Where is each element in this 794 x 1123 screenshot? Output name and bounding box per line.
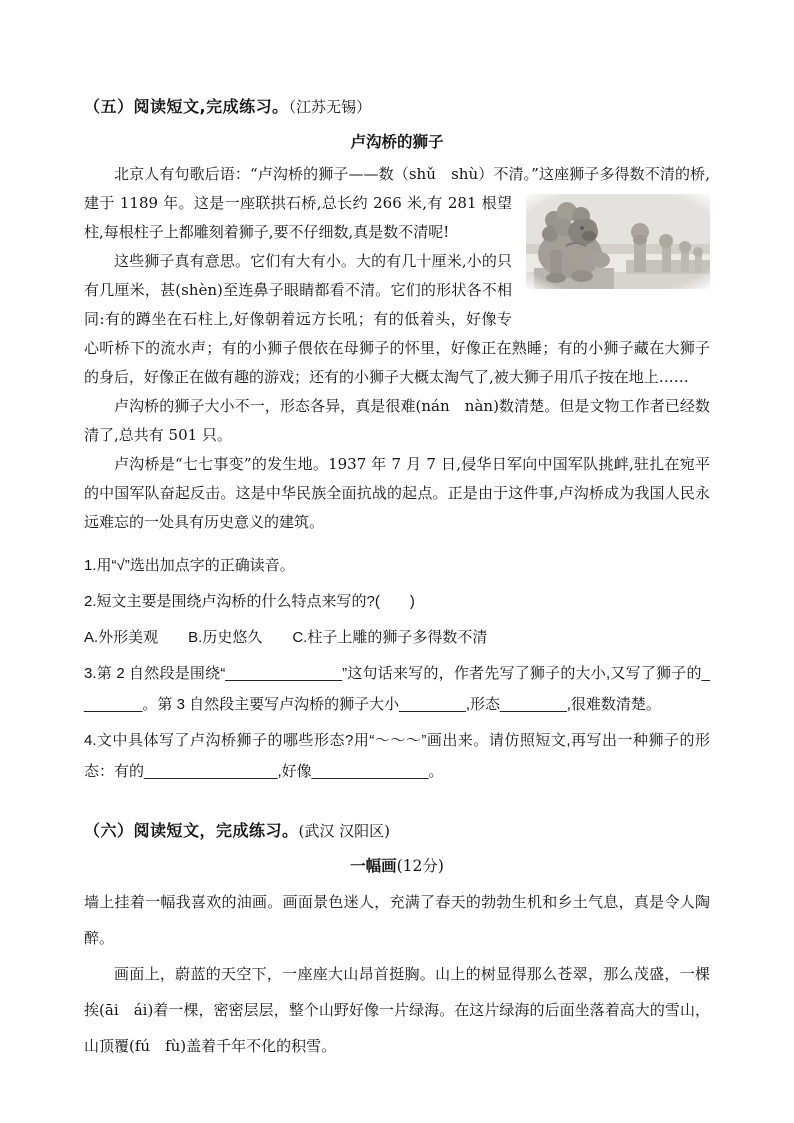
passage6-body [84, 884, 710, 1064]
lions-photo-illustration [526, 194, 710, 289]
section5-header-text: （五）阅读短文,完成练习。 [84, 97, 289, 116]
passage5-paragraph-2: 这些狮子真有意思。它们有大有小。大的有几十厘米,小的只有几厘米，甚(shèn)至连鼻子眼睛都看不清。它们的形状各不相同:有的蹲坐在石柱上,好像朝着远方长吼；有的低着头，好像专心听桥下的流水声；有的小狮子偎依在母狮子的怀里，好像正在熟睡；有的小狮子藏在大狮子的身后，好像正在做有趣的游戏；还有的小狮子大概太淘气了,被大狮子用爪子按在地上…… [84, 252, 710, 386]
question-2-options: A.外形美观 B.历史悠久 C.柱子上雕的狮子多得数不清 [84, 629, 488, 646]
passage6-title [84, 855, 710, 877]
passage5-title: 卢沟桥的狮子 [350, 132, 444, 151]
lions-photo [526, 194, 710, 289]
passage5-body [84, 160, 710, 537]
section5-questions [84, 550, 710, 787]
section6-header [84, 820, 710, 842]
passage5-paragraph-1 [84, 160, 710, 247]
passage6-title-text: 一幅画 [350, 856, 397, 875]
question-4: 4.文中具体写了卢沟桥狮子的哪些形态?用“～～～”画出来。请仿照短文,再写出一种狮子的形态：有的________________,好像______________。 [84, 732, 710, 780]
passage6-paragraph-2: 画面上，蔚蓝的天空下，一座座大山昂首挺胸。山上的树显得那么苍翠，那么茂盛，一棵挨(āi ái)着一棵，密密层层，整个山野好像一片绿海。在这片绿海的后面坐落着高大的雪山，山顶覆(fú fù)盖着千年不化的积雪。 [84, 965, 710, 1055]
passage5-p1-rest: 清的桥,建于 1189 年。这是一座联拱石桥,总长约 266 米,有 281 根望柱,每根柱子上都雕刻着狮子,要不仔细数,真是数不清呢! [84, 165, 710, 241]
passage5-p1-line1: 北京人有句歌后语：“卢沟桥的狮子——数（shǔ shù）不清。”这座狮子多得数不 [114, 165, 660, 183]
passage6-paragraph-1: 墙上挂着一幅我喜欢的油画。画面景色迷人，充满了春天的勃勃生机和乡土气息，真是令人陶醉。 [84, 893, 710, 947]
question-3: 3.第 2 自然段是围绕“______________”这句话来写的，作者先写了狮子的大小,又写了狮子的________。第 3 自然段主要写卢沟桥的狮子大小________,形态________,很难数清楚。 [84, 665, 710, 713]
section6-header-text: （六）阅读短文，完成练习。 [84, 821, 299, 840]
question-1: 1.用“√”选出加点字的正确读音。 [84, 557, 295, 574]
passage5-paragraph-4: 卢沟桥是“七七事变”的发生地。1937 年 7 月 7 日,侵华日军向中国军队挑衅,驻扎在宛平的中国军队奋起反击。这是中华民族全面抗战的起点。正是由于这件事,卢沟桥成为我国人民永远难忘的一处具有历史意义的建筑。 [84, 455, 710, 531]
question-2: 2.短文主要是围绕卢沟桥的什么特点来写的?( ) [84, 593, 415, 610]
section6-source: (武汉 汉阳区) [298, 822, 390, 840]
passage5-paragraph-3: 卢沟桥的狮子大小不一，形态各异，真是很难(nán nàn)数清楚。但是文物工作者已经数清了,总共有 501 只。 [84, 397, 710, 444]
section5-header [84, 96, 710, 118]
passage6-score: (12分) [396, 857, 444, 875]
section5-source: （江苏无锡） [288, 98, 372, 116]
